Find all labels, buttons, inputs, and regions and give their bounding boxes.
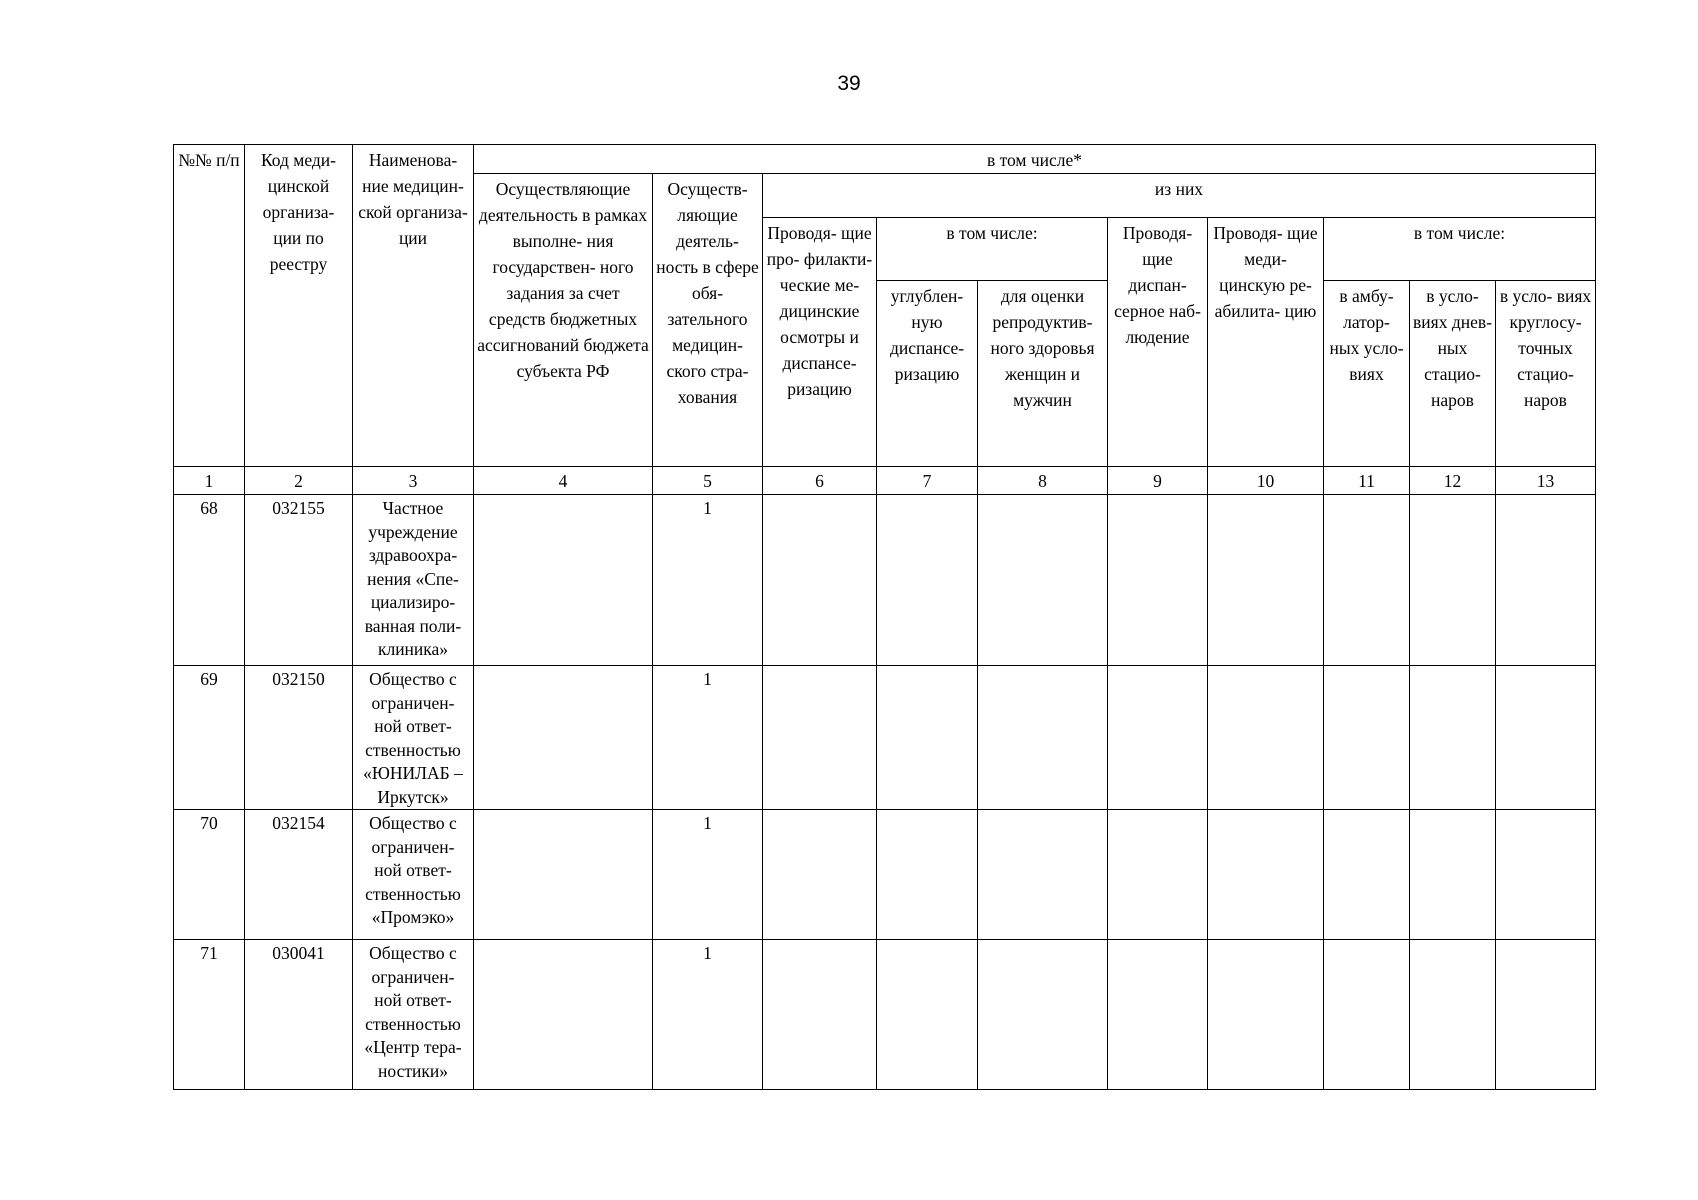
row-col6 [763,940,877,1090]
row-col7 [877,940,978,1090]
header-col13: в усло- виях круглосу- точных стацио- наров [1496,281,1596,467]
row-code: 030041 [245,940,353,1090]
row-code: 032155 [245,495,353,666]
row-col12 [1410,495,1496,666]
medical-organizations-table [173,144,1596,1090]
header-col4: Осуществляющие деятельность в рамках выполне- ния государствен- ного задания за счет средств бюджетных ассигнований бюджета субъекта РФ [474,174,653,467]
row-col8 [978,666,1108,810]
row-col5: 1 [653,940,763,1090]
header-col5: Осуществ- ляющие деятель- ность в сфере обя- зательного медицин- ского стра- хования [653,174,763,467]
row-name: Общество с ограничен- ной ответ- ственностью «Центр тера- ностики» [353,940,474,1090]
row-col10 [1208,810,1324,940]
row-num: 70 [174,810,245,940]
row-col7 [877,495,978,666]
col-number: 12 [1410,467,1496,495]
table-row [174,810,1596,940]
table-row [174,940,1596,1090]
row-col10 [1208,666,1324,810]
col-number: 6 [763,467,877,495]
row-col13 [1496,940,1596,1090]
row-col4 [474,810,653,940]
header-col10: Проводя- щие меди- цинскую ре- абилита- цию [1208,218,1324,467]
row-col7 [877,810,978,940]
row-col12 [1410,666,1496,810]
row-col7 [877,666,978,810]
col-number: 7 [877,467,978,495]
header-col6: Проводя- щие про- филакти- ческие ме- дицинские осмотры и диспансе- ризацию [763,218,877,467]
row-col8 [978,940,1108,1090]
row-col6 [763,666,877,810]
header-including-11-13: в том числе: [1324,218,1596,281]
header-col7: углублен- ную диспансе- ризацию [877,281,978,467]
col-number: 10 [1208,467,1324,495]
row-col13 [1496,810,1596,940]
row-col13 [1496,666,1596,810]
row-col10 [1208,940,1324,1090]
row-col11 [1324,940,1410,1090]
col-number: 2 [245,467,353,495]
row-col9 [1108,810,1208,940]
header-of-them: из них [763,174,1596,218]
col-number: 8 [978,467,1108,495]
row-name: Общество с ограничен- ной ответ- ственностью «ЮНИЛАБ – Иркутск» [353,666,474,810]
row-col11 [1324,810,1410,940]
header-col11: в амбу- латор- ных усло- виях [1324,281,1410,467]
row-col9 [1108,666,1208,810]
row-code: 032150 [245,666,353,810]
row-col11 [1324,495,1410,666]
row-col6 [763,810,877,940]
row-col9 [1108,940,1208,1090]
row-col5: 1 [653,495,763,666]
header-code: Код меди- цинской организа- ции по реестру [245,145,353,467]
col-number: 5 [653,467,763,495]
col-number: 13 [1496,467,1596,495]
row-col4 [474,940,653,1090]
row-col4 [474,666,653,810]
row-num: 68 [174,495,245,666]
row-code: 032154 [245,810,353,940]
row-col6 [763,495,877,666]
row-col9 [1108,495,1208,666]
table-row [174,495,1596,666]
row-num: 71 [174,940,245,1090]
header-col12: в усло- виях днев- ных стацио- наров [1410,281,1496,467]
row-col13 [1496,495,1596,666]
row-col11 [1324,666,1410,810]
header-col9: Проводя- щие диспан- серное наб- людение [1108,218,1208,467]
row-col5: 1 [653,810,763,940]
row-col8 [978,810,1108,940]
row-col4 [474,495,653,666]
row-col8 [978,495,1108,666]
table-row [174,666,1596,810]
col-number: 4 [474,467,653,495]
row-col12 [1410,810,1496,940]
col-number: 3 [353,467,474,495]
row-name: Частное учреждение здравоохра- нения «Спе- циализиро- ванная поли- клиника» [353,495,474,666]
header-including-7-8: в том числе: [877,218,1108,281]
row-col12 [1410,940,1496,1090]
header-name: Наименова- ние медицин- ской организа- ции [353,145,474,467]
col-number: 9 [1108,467,1208,495]
page-number: 39 [837,72,861,95]
row-num: 69 [174,666,245,810]
row-name: Общество с ограничен- ной ответ- ственностью «Промэко» [353,810,474,940]
header-num: №№ п/п [174,145,245,467]
col-number: 1 [174,467,245,495]
header-including: в том числе* [474,145,1596,174]
col-number: 11 [1324,467,1410,495]
row-col5: 1 [653,666,763,810]
header-col8: для оценки репродуктив- ного здоровья женщин и мужчин [978,281,1108,467]
row-col10 [1208,495,1324,666]
